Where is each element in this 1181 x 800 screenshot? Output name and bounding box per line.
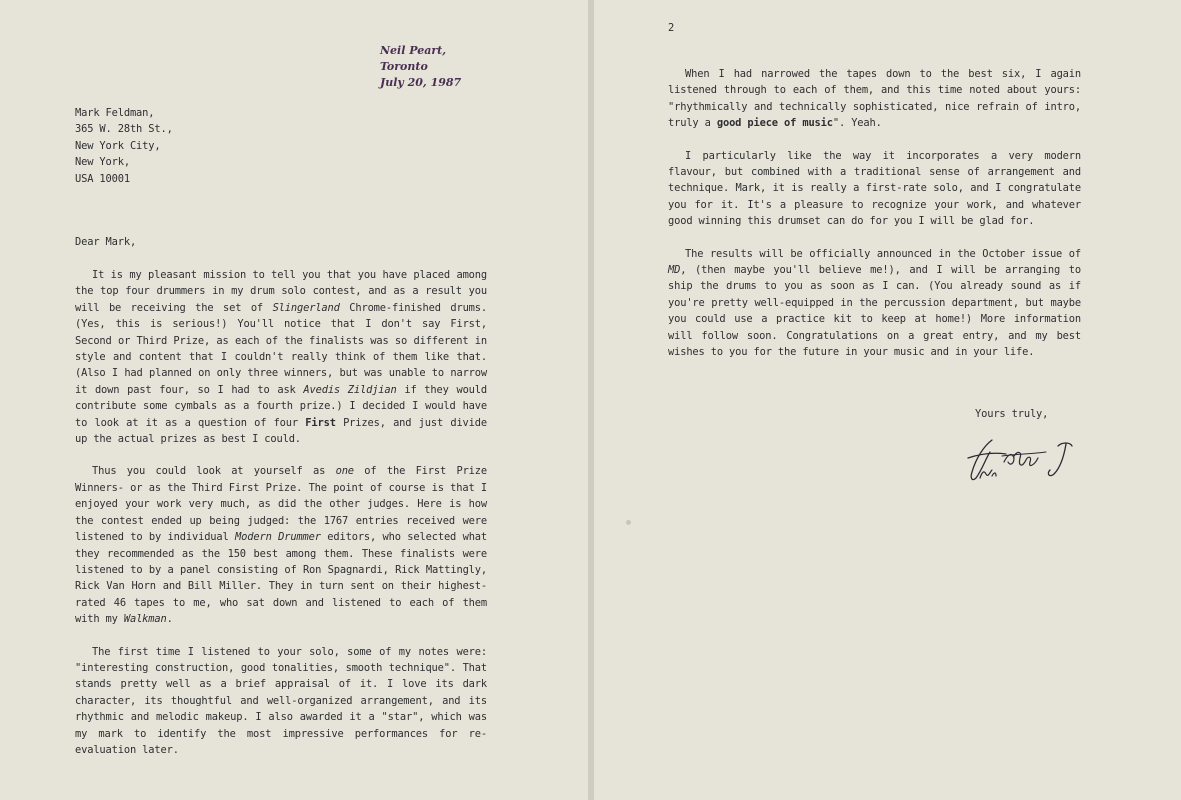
good-piece-emphasis: good piece of music [716,117,833,130]
paragraph-2-text-c: of the First Prize Winners- or as the Third First Prize. The point of course is that I enjoyed your work very much, as did the other judges. Here is how the contest ended up being judged: the 1767 entries received were listened to by individual [75,465,488,544]
paragraph-2-text-e: editors, who selected what they recommended as the 150 best among them. These finalists were listened to by a panel consisting of Ron Spagnardi, Rick Mattingly, Rick Van Horn and Bill Miller. They in turn sent on their highest-rated 46 tapes to me, who sat down and listened to each of them with my [75,531,488,626]
sender-block [380,43,461,91]
zildjian-emphasis: Avedis Zildjian [303,383,397,396]
recipient-name: Mark Feldman, [75,107,155,119]
page-number: 2 [668,22,675,34]
sender-name: Neil Peart, [380,44,447,57]
paragraph-1 [75,267,487,447]
paragraph-2-text-g: . [166,613,173,626]
paragraph-6 [668,246,1081,361]
recipient-city: New York City, [75,139,161,152]
recipient-address [75,105,173,187]
paragraph-6-text-c: , (then maybe you'll believe me!), and I will be arranging to ship the drums to you as soon as I can. (You already sound as if you're pretty well-equipped in the percussion department, but maybe you could use a practice kit to keep at home!) More information will follow soon. Congratulations on a great entry, and my best wishes to you for the future in your music and in your life. [668,264,1081,359]
signature [962,432,1082,492]
paragraph-4-text-c: ". Yeah. [832,117,882,130]
walkman-emphasis: Walkman [123,613,167,626]
salutation: Dear Mark, [75,236,137,248]
paper-mark [626,520,631,525]
paragraph-4 [668,66,1081,132]
paragraph-2 [75,463,487,627]
paragraph-1-text-e: if they would contribute some cymbals as a fourth prize.) I decided I would have to look at it as a question of four [75,383,487,429]
recipient-country-zip: USA 10001 [75,172,130,185]
paragraph-1-text-g: Prizes, and just divide up the actual prizes as best I could. [75,416,487,446]
paragraph-1-text-c: Chrome-finished drums. (Yes, this is serious!) You'll notice that I don't say First, Second or Third Prize, as each of the finalists was so different in style and content that I couldn't really think of them like that. (Also I had planned on only three winners, but was unable to narrow it down past four, so I had to ask [75,301,487,396]
first-emphasis: First [305,416,336,429]
letter-body-page-1 [75,267,487,758]
closing: Yours truly, [975,408,1049,420]
paragraph-3: The first time I listened to your solo, some of my notes were: "interesting construction, good tonalities, smooth technique". That stands pretty well as a brief appraisal of it. I love its dark character, its thoughtful and well-organized arrangement, and its rhythmic and melodic makeup. I also awarded it a "star", which was my mark to identify the most impressive performances for re-evaluation later. [75,645,487,756]
md-emphasis: MD [668,264,681,277]
recipient-street: 365 W. 28th St., [75,123,173,136]
paragraph-2-text-a: Thus you could look at yourself as [92,465,336,478]
modern-drummer-emphasis: Modern Drummer [235,531,321,544]
paragraph-6-text-a: The results will be officially announced in the October issue of [685,247,1081,260]
sender-city: Toronto [380,60,428,73]
paragraph-1-text-a: It is my pleasant mission to tell you that you have placed among the top four drummers in my drum solo contest, and as a result you will be receiving the set of [75,269,487,314]
paragraph-4-text-a: When I had narrowed the tapes down to the best six, I again listened through to each of them, and this time noted about yours: "rhythmically and technically sophisticated, nice refrain of intro, truly a [668,68,1081,130]
slingerland-emphasis: Slingerland [272,301,340,314]
paragraph-5: I particularly like the way it incorporates a very modern flavour, but combined with a traditional sense of arrangement and technique. Mark, it is really a first-rate solo, and I congratulate you for it. It's a pleasure to recognize your work, and whatever good winning this drumset can do for you I will be glad for. [668,149,1081,228]
one-emphasis: one [335,465,354,478]
letter-date: July 20, 1987 [380,76,462,89]
letter-body-page-2 [668,66,1081,361]
recipient-state: New York, [75,156,130,169]
